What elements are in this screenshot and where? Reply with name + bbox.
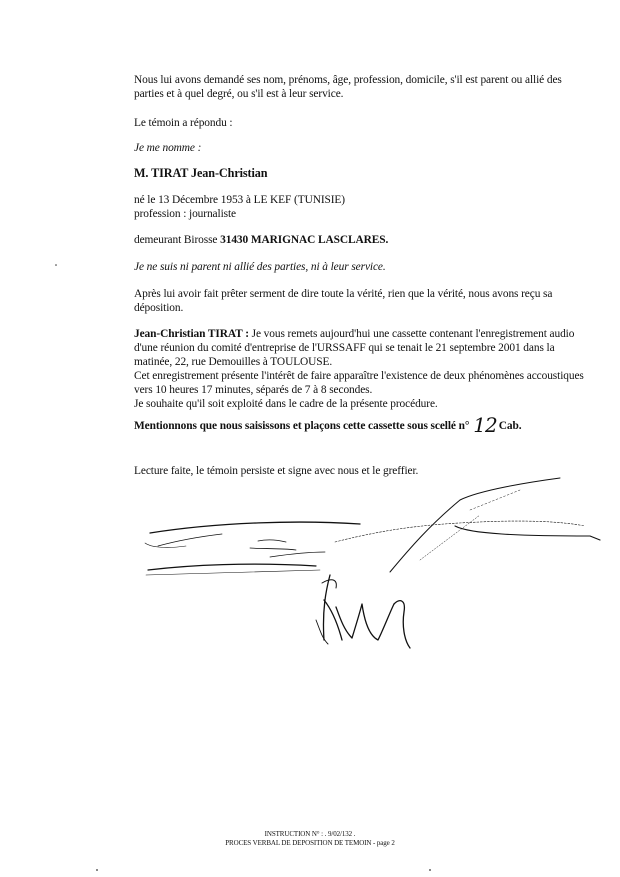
stray-mark <box>429 869 431 871</box>
signature-stroke <box>324 600 342 640</box>
stray-mark <box>55 264 57 266</box>
closing-statement: Lecture faite, le témoin persiste et signe avec nous et le greffier. <box>134 465 419 477</box>
signature-stroke <box>420 515 480 560</box>
je-me-nomme: Je me nomme : <box>134 142 202 154</box>
deposition-text: Je vous remets aujourd'hui une cassette contenant l'enregistrement audio d'une réunion du comité d'entreprise de l'URSSAFF qui se tenait le 21 septembre 2001 dans la matinée, 22, rue Demouilles à TOULOUSE. <box>134 328 575 368</box>
address-city: 31430 MARIGNAC LASCLARES. <box>220 234 389 246</box>
seal-text: Mentionnons que nous saisissons et plaçons cette cassette sous scellé n° <box>134 420 470 432</box>
birth-line: né le 13 Décembre 1953 à LE KEF (TUNISIE) <box>134 194 345 206</box>
signature-stroke <box>148 564 316 570</box>
intro-paragraph: Nous lui avons demandé ses nom, prénoms, âge, profession, domicile, s'il est parent ou allié des parties et à quel degré, ou s'il est à leur service. <box>134 74 562 100</box>
signature-stroke <box>158 534 222 546</box>
deposition-speaker: Jean-Christian TIRAT : <box>134 328 249 340</box>
stray-mark <box>96 869 98 871</box>
footer-instruction: INSTRUCTION N° : . 9/02/132 . <box>264 830 356 838</box>
signature-stroke <box>150 522 360 533</box>
footer-title: PROCES VERBAL DE DEPOSITION DE TEMOIN - page 2 <box>225 839 395 847</box>
signature-stroke <box>335 521 585 542</box>
signature-stroke <box>455 526 600 540</box>
signature-stroke <box>270 552 325 557</box>
signature-stroke <box>146 570 320 575</box>
signature-stroke <box>394 601 410 648</box>
signature-stroke <box>250 548 296 550</box>
deposition-line-3: Je souhaite qu'il soit exploité dans le cadre de la présente procédure. <box>134 398 438 410</box>
seal-suffix: Cab. <box>498 420 522 432</box>
address-label: demeurant Birosse <box>134 234 221 246</box>
oath-paragraph: Après lui avoir fait prêter serment de dire toute la vérité, rien que la vérité, nous avons reçu sa déposition. <box>134 288 553 314</box>
witness-name: M. TIRAT Jean-Christian <box>134 166 268 180</box>
signature-stroke <box>316 620 328 644</box>
signature-stroke <box>258 540 286 542</box>
not-related-statement: Je ne suis ni parent ni allié des parties, ni à leur service. <box>134 261 386 273</box>
signature-stroke <box>336 604 394 640</box>
witness-answered: Le témoin a répondu : <box>134 117 233 129</box>
profession-line: profession : journaliste <box>134 208 236 220</box>
deposition-line-2: Cet enregistrement présente l'intérêt de faire apparaître l'existence de deux phénomènes accoustiques vers 10 heures 17 minutes, séparés de 7 à 8 secondes. <box>134 370 584 396</box>
seal-number-handwritten: 12 <box>473 413 497 437</box>
signature-stroke <box>390 478 560 572</box>
